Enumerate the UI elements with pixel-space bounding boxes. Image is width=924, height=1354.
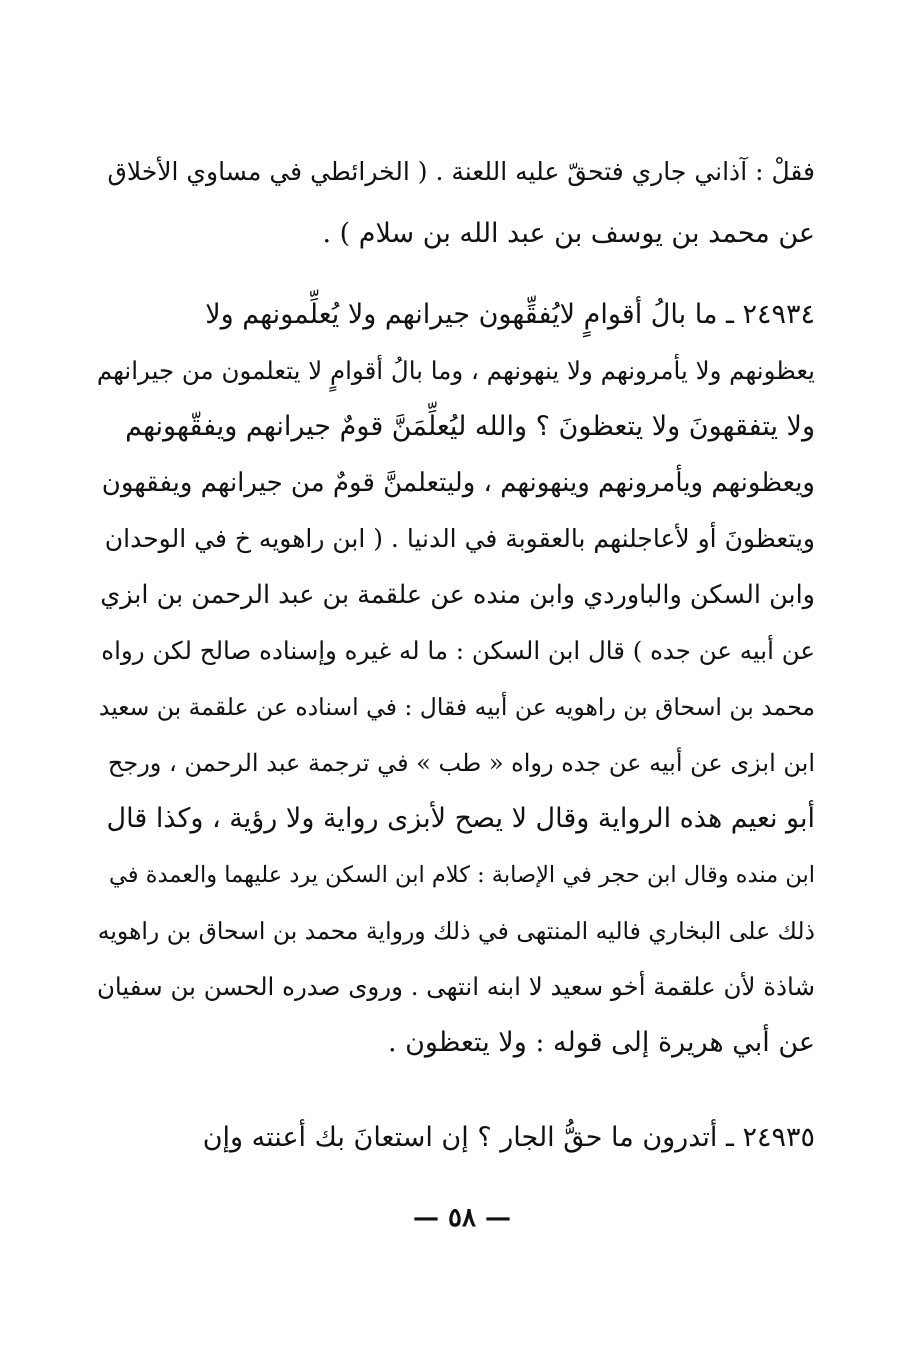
text-line: يعظونهم ولا يأمرونهم ولا ينهونهم ، وما بالُ أقوامٍ لا يتعلمون من جيرانهم xyxy=(96,356,815,385)
text-line: شاذة لأن علقمة أخو سعيد لا ابنه انتهى . وروى صدره الحسن بن سفيان xyxy=(96,972,815,1001)
text-line: عن محمد بن يوسف بن عبد الله بن سلام ) . xyxy=(322,218,815,249)
text-line: ويتعظونَ أو لأعاجلنهم بالعقوبة في الدنيا . ( ابن راهويه خ في الوحدان xyxy=(104,524,815,553)
page-number: — ٥٨ — xyxy=(412,1203,512,1233)
hadith-24934-start: ٢٤٩٣٤ ـ ما بالُ أقوامٍ لايُفقِّهون جيرانهم ولا يُعلِّمونهم ولا xyxy=(205,299,815,330)
text-line: ولا يتفقهونَ ولا يتعظونَ ؟ والله ليُعلِّمَنَّ قومٌ جيرانهم ويفقّهونهم xyxy=(125,411,815,442)
text-line: محمد بن اسحاق بن راهويه عن أبيه فقال : في اسناده عن علقمة بن سعيد xyxy=(98,693,815,721)
text-line: ويعظونهم ويأمرونهم وينهونهم ، وليتعلمنَّ قومٌ من جيرانهم ويفقهون xyxy=(101,468,815,498)
text-line: ابن منده وقال ابن حجر في الإصابة : كلام ابن السكن يرد عليهما والعمدة في xyxy=(109,862,815,888)
text-line: عن أبي هريرة إلى قوله : ولا يتعظون . xyxy=(387,1027,815,1058)
text-line: ذلك على البخاري فاليه المنتهى في ذلك ورواية محمد بن اسحاق بن راهويه xyxy=(97,917,815,945)
text-line: أبو نعيم هذه الرواية وقال لا يصح لأبزى رواية ولا رؤية ، وكذا قال xyxy=(106,803,815,834)
text-line: وابن السكن والباوردي وابن منده عن علقمة بن عبد الرحمن بن ابزي xyxy=(100,580,815,610)
text-line: فقلْ : آذاني جاري فتحقّ عليه اللعنة . ( الخرائطي في مساوي الأخلاق xyxy=(107,157,815,186)
text-line: ابن ابزى عن أبيه عن جده رواه « طب » في ترجمة عبد الرحمن ، ورجح xyxy=(107,749,815,777)
hadith-24935-start: ٢٤٩٣٥ ـ أتدرون ما حقُّ الجار ؟ إن استعانَ بك أعنته وإن xyxy=(202,1122,815,1153)
text-line: عن أبيه عن جده ) قال ابن السكن : ما له غيره وإسناده صالح لكن رواه xyxy=(101,636,815,665)
